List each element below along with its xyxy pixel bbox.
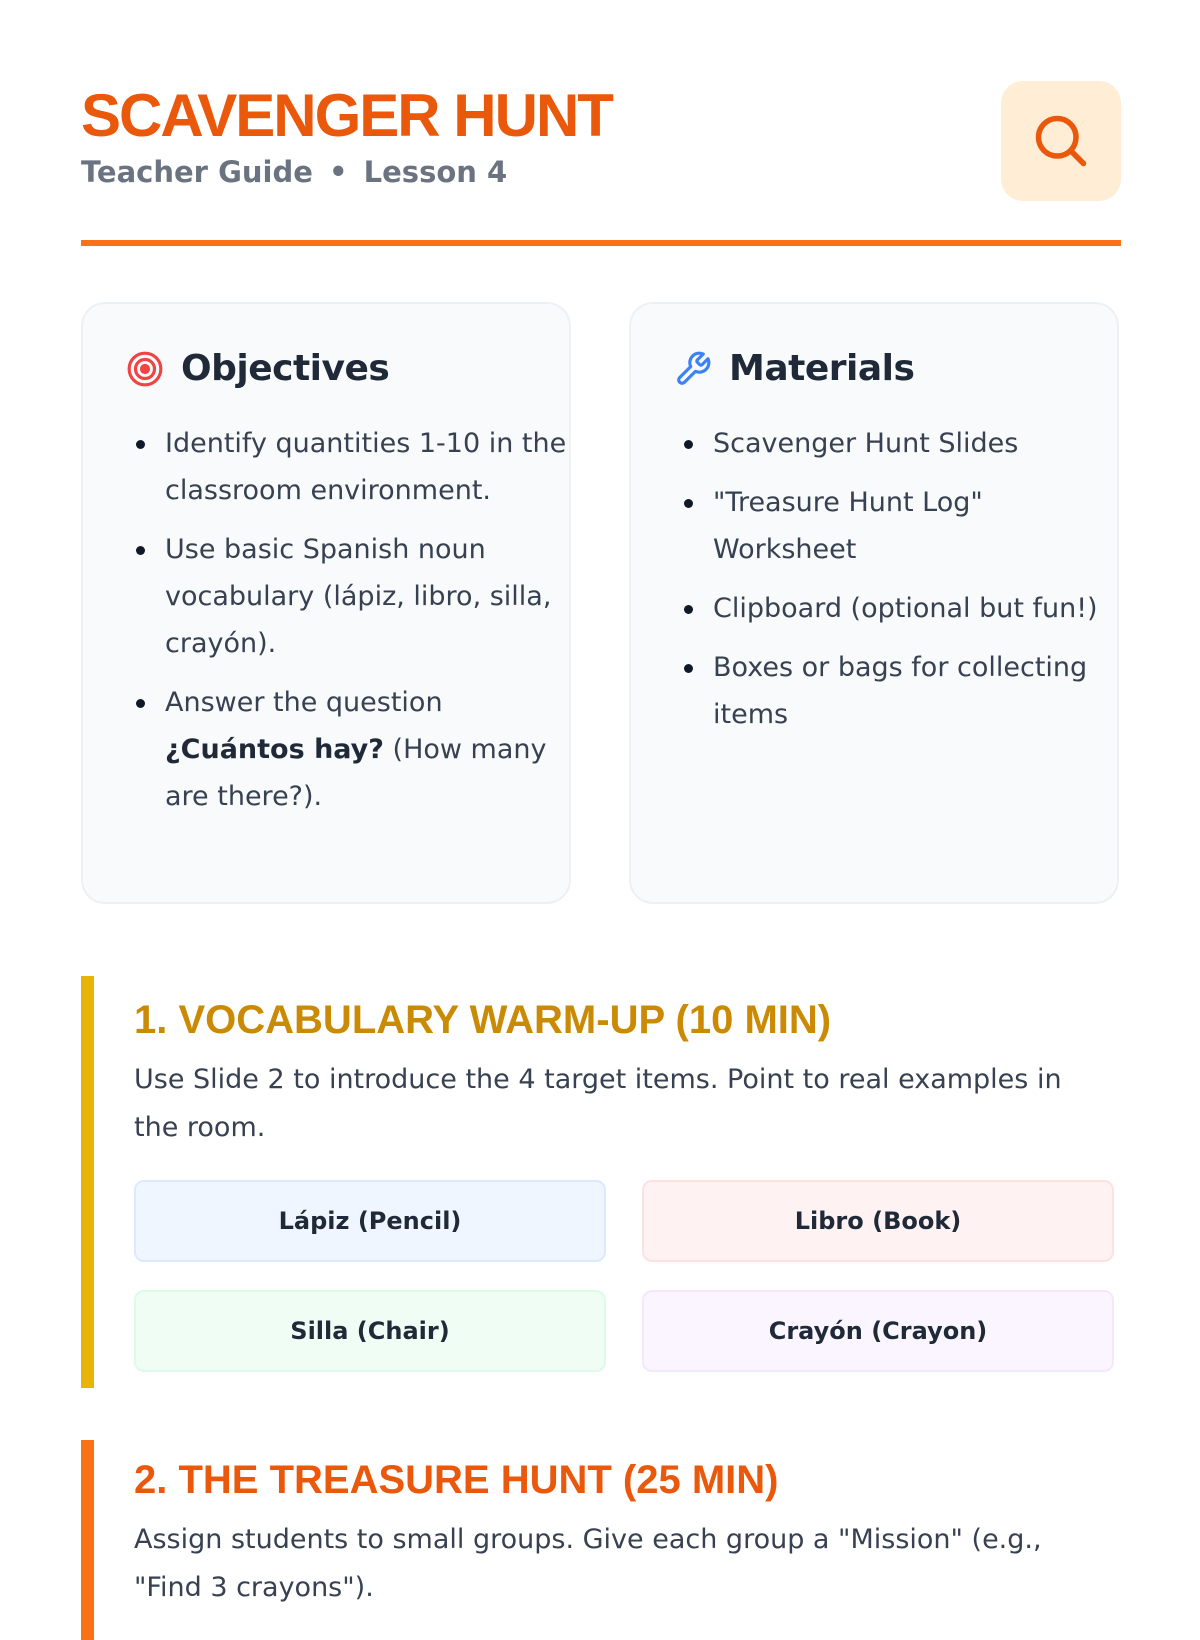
subtitle-separator: • — [329, 155, 348, 189]
materials-heading: Materials — [729, 348, 915, 389]
search-icon — [1031, 111, 1091, 171]
list-item: Use basic Spanish noun vocabulary (lápiz, libro, silla, crayón). — [165, 526, 575, 667]
subtitle-lesson: Lesson 4 — [363, 155, 508, 189]
list-item — [165, 679, 575, 820]
target-icon — [125, 349, 165, 389]
section-vocabulary-warm-up — [81, 976, 1121, 1388]
vocab-chip-silla: Silla (Chair) — [134, 1290, 606, 1372]
list-item: Identify quantities 1-10 in the classroom environment. — [165, 420, 575, 514]
info-cards — [81, 302, 1121, 908]
section-text: Use Slide 2 to introduce the 4 target items. Point to real examples in the room. — [134, 1064, 1062, 1143]
lesson-page — [81, 0, 1121, 1603]
objectives-header — [125, 348, 389, 389]
subtitle-guide: Teacher Guide — [81, 155, 313, 189]
header-divider — [81, 240, 1121, 246]
section-heading: 2. THE TREASURE HUNT (25 MIN) — [134, 1458, 779, 1502]
section-treasure-hunt — [81, 1440, 1121, 1603]
list-item: Clipboard (optional but fun!) — [713, 585, 1123, 632]
page-header — [81, 0, 1121, 246]
item-text: Answer the question — [165, 687, 443, 718]
objectives-list — [125, 420, 575, 832]
item-text: (How many are there?). — [165, 734, 547, 812]
objectives-heading: Objectives — [181, 348, 390, 389]
section-accent-bar — [81, 976, 94, 1388]
list-item: Boxes or bags for collecting items — [713, 644, 1123, 738]
page-subtitle — [81, 155, 507, 189]
page-title: SCAVENGER HUNT — [81, 82, 612, 149]
materials-list — [673, 420, 1123, 750]
materials-header — [673, 348, 914, 389]
question-bold: ¿Cuántos hay? — [165, 734, 384, 765]
section-text: Assign students to small groups. Give each group a "Mission" (e.g., "Find 3 crayons"). — [134, 1524, 1042, 1603]
section-accent-bar — [81, 1440, 94, 1640]
materials-card — [629, 302, 1119, 904]
wrench-icon — [673, 349, 713, 389]
vocab-chip-libro: Libro (Book) — [642, 1180, 1114, 1262]
vocab-chip-crayon: Crayón (Crayon) — [642, 1290, 1114, 1372]
search-button[interactable] — [1001, 81, 1121, 201]
vocab-chip-lapiz: Lápiz (Pencil) — [134, 1180, 606, 1262]
list-item: "Treasure Hunt Log" Worksheet — [713, 479, 1123, 573]
objectives-card — [81, 302, 571, 904]
list-item: Scavenger Hunt Slides — [713, 420, 1123, 467]
section-heading: 1. VOCABULARY WARM-UP (10 MIN) — [134, 998, 832, 1042]
